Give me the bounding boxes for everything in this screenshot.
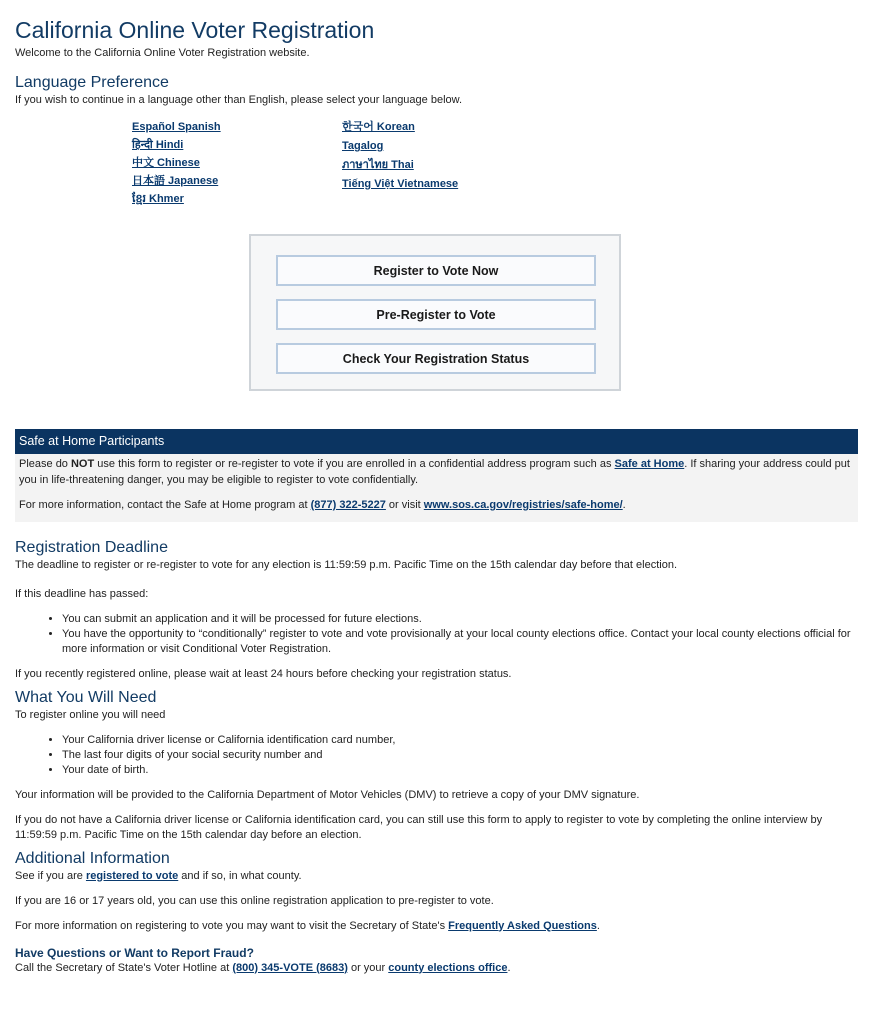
language-list [132,120,858,207]
language-link-tagalog[interactable]: Tagalog [342,140,384,152]
deadline-heading: Registration Deadline [15,538,168,556]
safe-at-home-body [15,454,858,522]
questions-heading: Have Questions or Want to Report Fraud? [15,945,254,960]
safe-at-home-paragraph-2: For more information, contact the Safe at Home program at (877) 322-5227 or visit www.sos.ca.gov/registries/safe-home/. [19,499,626,511]
need-list [15,733,858,778]
language-link-khmer[interactable]: ខ្មែរ Khmer [132,193,184,205]
faq-link[interactable]: Frequently Asked Questions [448,919,597,932]
language-heading: Language Preference [15,74,169,91]
list-item: • The last four digits of your social security number and [62,748,858,763]
list-item: • You have the opportunity to “conditionally” register to vote and vote provisionally at your local county elections office. Contact your local county elections official for more information or visit Conditional Voter Registration. [62,627,858,657]
language-link-vietnamese[interactable]: Tiếng Việt Vietnamese [342,178,459,190]
deadline-list [15,612,858,657]
registered-to-vote-link[interactable]: registered to vote [85,869,179,882]
language-intro: If you wish to continue in a language other than English, please select your language below. [15,94,463,106]
need-paragraph-2: Your information will be provided to the California Department of Motor Vehicles (DMV) to retrieve a copy of your DMV signature. [15,788,640,801]
deadline-paragraph-2: If this deadline has passed: [15,587,149,600]
language-link-japanese[interactable]: 日本語 Japanese [132,175,219,187]
safe-at-home-phone-link[interactable]: (877) 322-5227 [310,499,386,511]
language-link-spanish[interactable]: Español Spanish [132,121,221,133]
safe-at-home-notice [15,429,858,522]
welcome-text: Welcome to the California Online Voter Registration website. [15,47,310,59]
safe-at-home-title: Safe at Home Participants [15,429,858,454]
list-item: • Your date of birth. [62,763,858,778]
safe-at-home-url-link[interactable]: www.sos.ca.gov/registries/safe-home/ [423,499,623,511]
language-link-chinese[interactable]: 中文 Chinese [132,157,200,169]
language-column-2 [342,120,552,207]
language-link-hindi[interactable]: हिन्दी Hindi [132,139,184,151]
action-panel [249,234,621,391]
deadline-paragraph-3: If you recently registered online, please wait at least 24 hours before checking your registration status. [15,667,512,680]
need-heading: What You Will Need [15,688,157,706]
safe-at-home-paragraph-1: Please do NOT use this form to register or re-register to vote if you are enrolled in a confidential address program such as Safe at Home. If sharing your address could put you in life-threatening danger, you may be eligible to register to vote confidentially. [19,458,850,486]
page-title: California Online Voter Registration [15,17,375,43]
additional-heading: Additional Information [15,849,170,867]
additional-paragraph-2: If you are 16 or 17 years old, you can use this online registration application to pre-register to vote. [15,894,494,907]
language-link-korean[interactable]: 한국어 Korean [342,121,415,133]
deadline-paragraph-1: The deadline to register or re-register to vote for any election is 11:59:59 p.m. Pacific Time on the 15th calendar day before that election. [15,558,677,571]
register-to-vote-button[interactable]: Register to Vote Now [276,255,596,286]
check-status-button[interactable]: Check Your Registration Status [276,343,596,374]
safe-at-home-link[interactable]: Safe at Home [614,458,685,470]
list-item: • You can submit an application and it will be processed for future elections. [62,612,858,627]
questions-paragraph: Call the Secretary of State's Voter Hotline at (800) 345-VOTE (8683) or your county elections office. [15,961,511,974]
list-item: • Your California driver license or California identification card number, [62,733,858,748]
additional-paragraph-3: For more information on registering to vote you may want to visit the Secretary of State's Frequently Asked Questions. [15,919,600,932]
need-paragraph-1: To register online you will need [15,708,166,721]
language-link-thai[interactable]: ภาษาไทย Thai [342,159,414,171]
need-paragraph-3: If you do not have a California driver license or California identification card, you can still use this form to apply to register to vote by completing the online interview by 11:59:59 p.m. Pacific Time on the 15th calendar day before an election. [15,813,823,841]
voter-hotline-link[interactable]: (800) 345-VOTE (8683) [232,961,348,974]
language-column-1 [132,120,342,207]
additional-paragraph-1: See if you are registered to vote and if so, in what county. [15,869,302,882]
pre-register-button[interactable]: Pre-Register to Vote [276,299,596,330]
county-elections-office-link[interactable]: county elections office [388,961,508,974]
